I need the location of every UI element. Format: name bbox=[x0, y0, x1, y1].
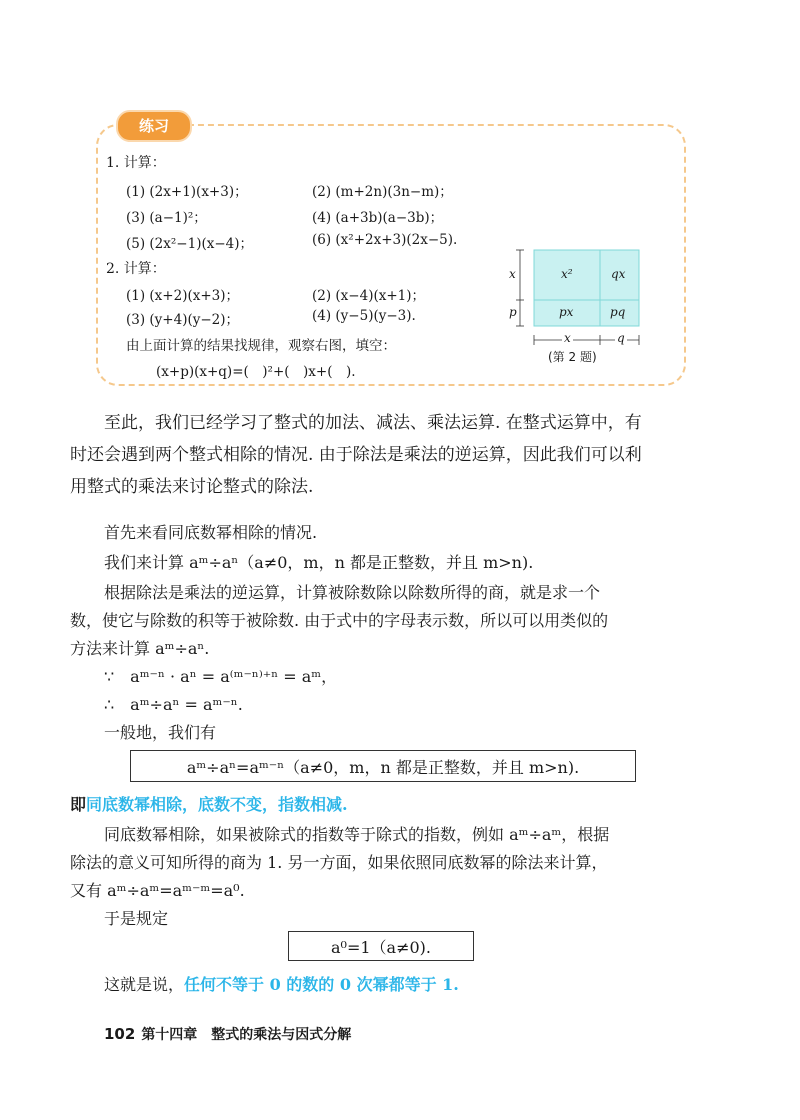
conclusion-highlight: 任何不等于 0 的数的 0 次幂都等于 1. bbox=[184, 975, 459, 994]
zero-formula-box: a⁰=1（a≠0). bbox=[288, 931, 474, 961]
zero-line-3: 又有 aᵐ÷aᵐ=aᵐ⁻ᵐ=a⁰. bbox=[70, 881, 245, 900]
q2-item-1: (1) (x+2)(x+3)； bbox=[126, 288, 240, 304]
cell-qx: qx bbox=[611, 267, 626, 281]
general-line: 一般地，我们有 bbox=[104, 723, 217, 742]
q2-item-4: (4) (y−5)(y−3). bbox=[312, 308, 416, 324]
q1-item-6: (6) (x²+2x+3)(2x−5). bbox=[312, 232, 458, 248]
conclusion-prefix: 这就是说， bbox=[104, 975, 185, 994]
reason-line-3: 方法来计算 aᵐ÷aⁿ. bbox=[70, 639, 210, 658]
q1-item-1: (1) (2x+1)(x+3)； bbox=[126, 184, 248, 200]
q1-title: 1. 计算： bbox=[106, 155, 166, 171]
page-number: 102 bbox=[104, 1025, 136, 1043]
exercise-tag: 练习 bbox=[116, 110, 192, 142]
q1-item-2: (2) (m+2n)(3n−m)； bbox=[312, 184, 453, 200]
first-line: 首先来看同底数幂相除的情况. bbox=[104, 523, 318, 542]
zero-line-1: 同底数幂相除，如果被除式的指数等于除式的指数，例如 aᵐ÷aᵐ，根据 bbox=[104, 825, 610, 844]
side-label-x: x bbox=[509, 267, 516, 281]
compute-line: 我们来计算 aᵐ÷aⁿ（a≠0，m，n 都是正整数，并且 m>n). bbox=[104, 553, 534, 572]
therefore-line: ∴ aᵐ÷aⁿ = aᵐ⁻ⁿ. bbox=[104, 695, 243, 714]
rule-formula-box: aᵐ÷aⁿ=aᵐ⁻ⁿ（a≠0，m，n 都是正整数，并且 m>n). bbox=[130, 750, 636, 782]
area-diagram-svg bbox=[500, 245, 660, 350]
q2-instruction: 由上面计算的结果找规律，观察右图，填空： bbox=[126, 338, 396, 354]
q2-item-3: (3) (y+4)(y−2)； bbox=[126, 312, 240, 328]
diagram-caption: (第 2 题) bbox=[548, 350, 597, 364]
q1-item-3: (3) (a−1)²； bbox=[126, 210, 207, 226]
q1-item-5: (5) (2x²−1)(x−4)； bbox=[126, 236, 254, 252]
intro-line-2: 时还会遇到两个整式相除的情况. 由于除法是乘法的逆运算，因此我们可以利 bbox=[70, 445, 642, 465]
q1-item-4: (4) (a+3b)(a−3b)； bbox=[312, 210, 444, 226]
intro-line-3: 用整式的乘法来讨论整式的除法. bbox=[70, 477, 314, 497]
reason-line-1: 根据除法是乘法的逆运算，计算被除数除以除数所得的商，就是求一个 bbox=[104, 583, 601, 602]
cell-pq: pq bbox=[610, 305, 626, 319]
zero-line-2: 除法的意义可知所得的商为 1. 另一方面，如果依照同底数幂的除法来计算， bbox=[70, 853, 608, 872]
conclusion bbox=[104, 972, 459, 995]
rule-statement bbox=[70, 792, 348, 815]
chapter-title: 第十四章 整式的乘法与因式分解 bbox=[141, 1027, 352, 1043]
bottom-label-q: q bbox=[617, 331, 625, 345]
rule-intro: 于是规定 bbox=[104, 909, 169, 928]
side-label-p: p bbox=[509, 305, 517, 319]
cell-x-squared: x² bbox=[561, 267, 573, 281]
cell-px: px bbox=[559, 305, 574, 319]
q2-title: 2. 计算： bbox=[106, 261, 166, 277]
q2-item-2: (2) (x−4)(x+1)； bbox=[312, 288, 426, 304]
because-line: ∵ aᵐ⁻ⁿ · aⁿ = a⁽ᵐ⁻ⁿ⁾⁺ⁿ = aᵐ， bbox=[104, 667, 338, 686]
rule-highlight: 同底数幂相除，底数不变，指数相减. bbox=[86, 795, 348, 814]
rule-prefix: 即 bbox=[70, 795, 87, 814]
intro-line-1: 至此，我们已经学习了整式的加法、减法、乘法运算. 在整式运算中，有 bbox=[104, 413, 642, 433]
q2-fill-blank: (x+p)(x+q)=( )²+( )x+( ). bbox=[156, 364, 356, 380]
bottom-label-x: x bbox=[564, 331, 571, 345]
page-footer bbox=[104, 1024, 351, 1044]
reason-line-2: 数，使它与除数的积等于被除数. 由于式中的字母表示数，所以可以用类似的 bbox=[70, 611, 609, 630]
